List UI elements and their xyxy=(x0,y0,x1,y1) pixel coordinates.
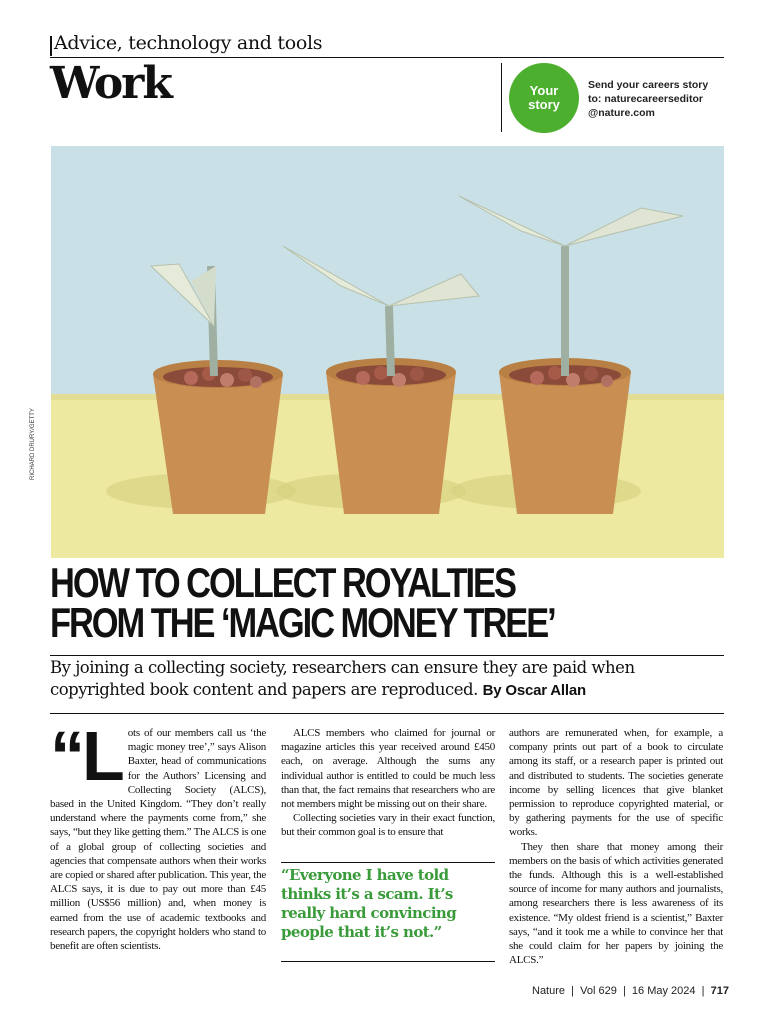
money-plants-illustration xyxy=(51,146,724,558)
send-line2: to: naturecareerseditor xyxy=(588,93,703,105)
pullquote-rule-top xyxy=(281,862,495,863)
footer-volume: Vol 629 xyxy=(580,985,617,997)
headline-rule xyxy=(50,655,724,656)
col2-paragraph-2: Collecting societies vary in their exact function, but their common goal is to ensure that xyxy=(281,812,495,839)
photo-credit: RICHARD DRURY/GETTY xyxy=(30,408,36,480)
header-divider xyxy=(501,63,502,132)
body-column-1 xyxy=(50,717,266,953)
send-story-note xyxy=(588,78,708,120)
body-column-2 xyxy=(281,726,495,840)
body-rule xyxy=(50,713,724,714)
header-left-mark xyxy=(50,36,52,56)
your-story-badge xyxy=(509,63,579,133)
send-line1: Send your careers story xyxy=(588,79,709,91)
col3-paragraph-1: authors are remunerated when, for example, a company prints out part of a book to circulate among its staff, or a research paper is printed out and distributed to students. The societies generate income by selling licences that give blanket permission to reproduce copyrighted material, or by gathering payments for the use of specific works. xyxy=(509,727,723,839)
standfirst xyxy=(50,657,720,702)
dropcap: “L xyxy=(50,717,122,795)
send-line3: @nature.com xyxy=(588,107,655,119)
section-tag: Advice, technology and tools xyxy=(54,32,323,54)
hero-photo xyxy=(51,146,724,558)
col1-paragraph-1: ots of our members call us ‘the magic money tree’,” says Alison Baxter, head of communications for the Authors’ Licensing and Collecting Society (ALCS), based in the United Kingdom. “They don’t really understand where the payments come from,” she says, “but they like getting them.” The ALCS is one of a global group of collecting societies and agencies that compensate authors when their works are copied or shared after publication. This year, the ALCS says, it is due to pay out more than £45 million (US$56 million) and, when money is earned from the use of academic textbooks and research papers, the copyright holders who stand to benefit are often scientists. xyxy=(50,727,266,953)
section-title: Work xyxy=(50,58,171,109)
body-column-3 xyxy=(509,726,723,967)
footer-date: 16 May 2024 xyxy=(631,985,696,997)
byline: By Oscar Allan xyxy=(482,682,586,699)
page-footer: Nature | Vol 629 | 16 May 2024 | 717 xyxy=(532,985,729,997)
pull-quote: “Everyone I have told thinks it’s a scam. It’s really hard convincing people that it’s not.” xyxy=(281,866,457,941)
page-number: 717 xyxy=(710,985,729,997)
col3-paragraph-2: They then share that money among their members on the basis of which activities generated the funds. Although this is a well-established source of income for many authors and journalists, among researchers there is less awareness of its existence. “My oldest friend is a scientist,” Baxter says, “and it took me a while to convince her that she could claim for her papers by joining the ALCS.” xyxy=(509,840,723,967)
col2-paragraph-1: ALCS members who claimed for journal or magazine articles this year received around £450 each, on average. Although the sums any individual author is entitled to could be much less than that, the fact remains that researchers who are not members might be missing out on their share. xyxy=(281,727,495,811)
footer-journal: Nature xyxy=(532,985,566,997)
your-story-line1: Your xyxy=(529,83,559,98)
pullquote-rule-bottom xyxy=(281,961,495,962)
headline-line1: HOW TO COLLECT ROYALTIES xyxy=(50,559,515,606)
your-story-line2: story xyxy=(528,97,560,112)
standfirst-text: By joining a collecting society, researchers can ensure they are paid when copyrighted book content and papers are reproduced. xyxy=(50,658,635,699)
article-headline xyxy=(50,559,555,646)
headline-line2: FROM THE ‘MAGIC MONEY TREE’ xyxy=(50,599,555,646)
